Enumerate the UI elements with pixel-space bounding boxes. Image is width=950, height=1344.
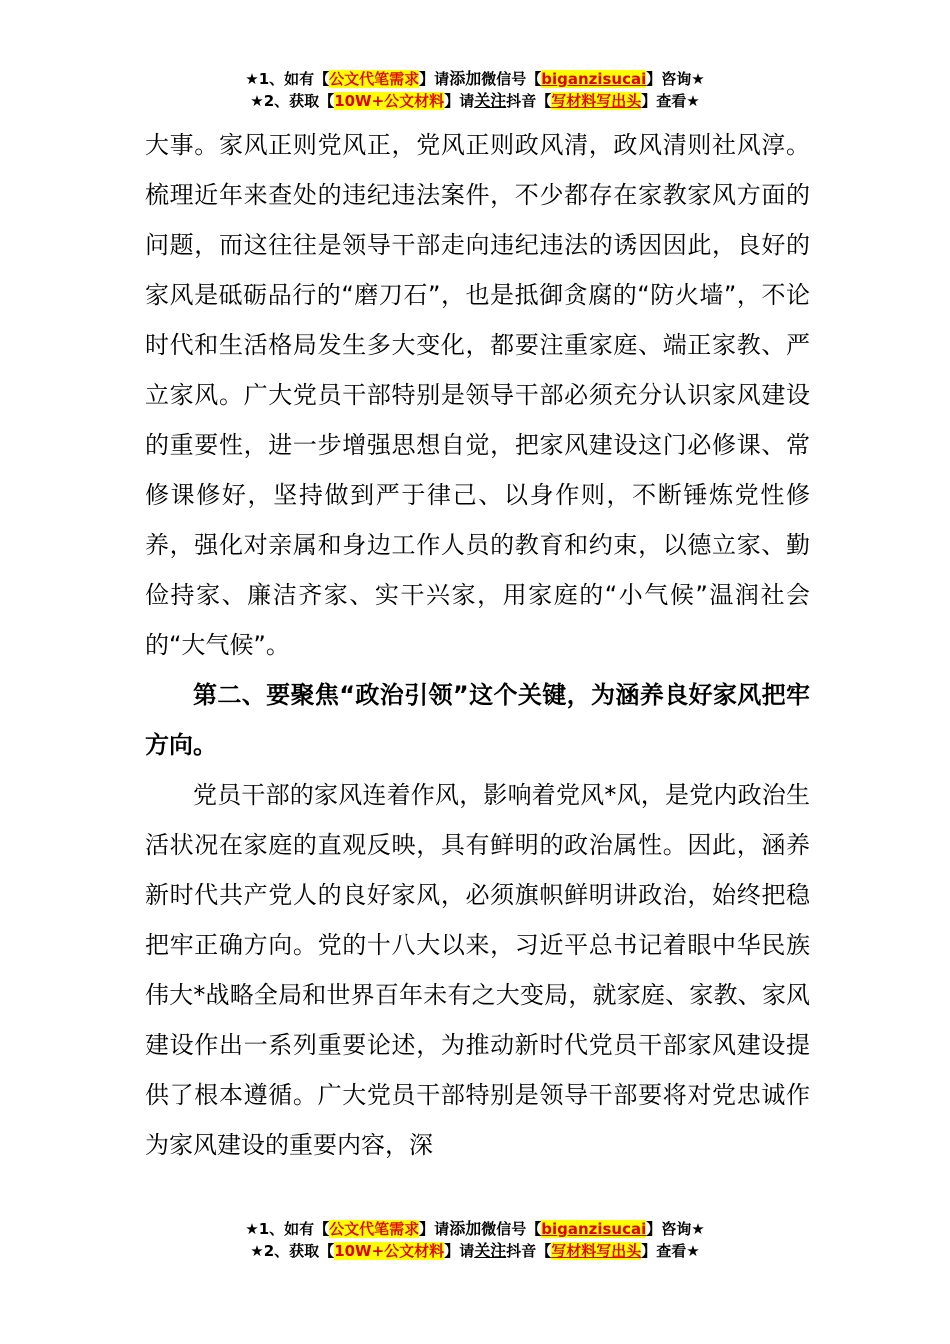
text-line: 大事。家风正则党风正，党风正则政风清，政风清则社风 — [145, 131, 762, 159]
banner-emphasis: 关注 — [474, 91, 507, 110]
banner-line-1 — [0, 1218, 950, 1240]
banner-text: 抖音【 — [506, 92, 552, 110]
banner-line-2 — [0, 1240, 950, 1262]
banner-text: 微信号【 — [481, 70, 542, 88]
banner-highlight: biganzisucai — [541, 1220, 647, 1238]
banner-text: 】请 — [419, 70, 450, 88]
banner-highlight: biganzisucai — [541, 70, 647, 88]
banner-highlight: 10W+公文材料 — [334, 92, 445, 110]
banner-text: 】请 — [444, 92, 475, 110]
banner-highlight: 写材料写出头 — [551, 92, 642, 110]
text-line: 腐的“防火墙”，不论时代和生活格局发生多大变化，都 — [145, 281, 810, 359]
footer-banner — [0, 1218, 950, 1262]
banner-text: 微信号【 — [481, 1220, 542, 1238]
paragraph-2: 党员干部的家风连着作风，影响着党风*风，是党内政治生活状况在家庭的直观反映，具有鲜明的政治属性。因此，涵养新时代共产党人的良好家风，必须旗帜鲜明讲政治，始终把稳把牢正确方向。党的十八大以来，习近平总书记着眼中华民族伟大*战略全局和世界百年未有之大变局，就家庭、家教、家风建设作出一系列重要论述，为推动新时代党员干部家风建设提供了根本遵循。广大党员干部特别是领导干部要将对党忠诚作为家风建设的重要内容，深 — [145, 781, 810, 1159]
banner-highlight: 公文代笔需求 — [329, 70, 420, 88]
banner-highlight: 写材料写出头 — [551, 1242, 642, 1260]
banner-line-2 — [0, 90, 950, 112]
banner-text: 】查看★ — [641, 92, 700, 110]
banner-highlight: 10W+公文材料 — [334, 1242, 445, 1260]
banner-text: 】查看★ — [641, 1242, 700, 1260]
header-banner — [0, 68, 950, 112]
banner-text: 】咨询★ — [646, 1220, 705, 1238]
text-line: 领导干部必须充分认识家风建设的重要性，进一步增强思 — [145, 381, 810, 459]
text-line: 要注重家庭、端正家教、严立家风。广大党员干部特别是 — [145, 331, 811, 409]
banner-highlight: 公文代笔需求 — [329, 1220, 420, 1238]
banner-line-1 — [0, 68, 950, 90]
banner-emphasis: 添加 — [449, 1219, 482, 1238]
text-line: 身边工作人员的教育和约束，以德立家、勤俭持家、廉洁 — [145, 531, 811, 609]
banner-text: ★2、获取【 — [250, 92, 335, 110]
banner-text: ★2、获取【 — [250, 1242, 335, 1260]
banner-text: 】咨询★ — [646, 70, 705, 88]
text-line: 因此，良好的家风是砥砺品行的“磨刀石”，也是抵御贪 — [145, 231, 811, 309]
banner-text: 】请 — [444, 1242, 475, 1260]
text-line: 候”。 — [229, 631, 290, 659]
text-line: 想自觉，把家风建设这门必修课、常修课修好，坚持做到 — [145, 431, 811, 509]
banner-text: 抖音【 — [506, 1242, 552, 1260]
text-line: 齐家、实干兴家，用家庭的“小气候”温润社会的“大气 — [145, 581, 810, 659]
banner-text: 】请 — [419, 1220, 450, 1238]
section-heading: 第二、要聚焦“政治引领”这个关键，为涵养良好家风把牢方向。 — [145, 681, 810, 759]
banner-emphasis: 关注 — [474, 1241, 507, 1260]
paragraph-1 — [145, 120, 810, 670]
text-line: 严于律己、以身作则，不断锤炼党性修养，强化对亲属和 — [145, 481, 811, 559]
banner-text: ★1、如有【 — [245, 70, 330, 88]
banner-text: ★1、如有【 — [245, 1220, 330, 1238]
banner-emphasis: 添加 — [449, 69, 482, 88]
text-line: 淳。梳理近年来查处的违纪违法案件，不少都存在家教家 — [145, 131, 811, 209]
text-line: 风方面的问题，而这往往是领导干部走向违纪违法的诱因 — [145, 181, 811, 259]
document-body — [145, 120, 810, 1170]
